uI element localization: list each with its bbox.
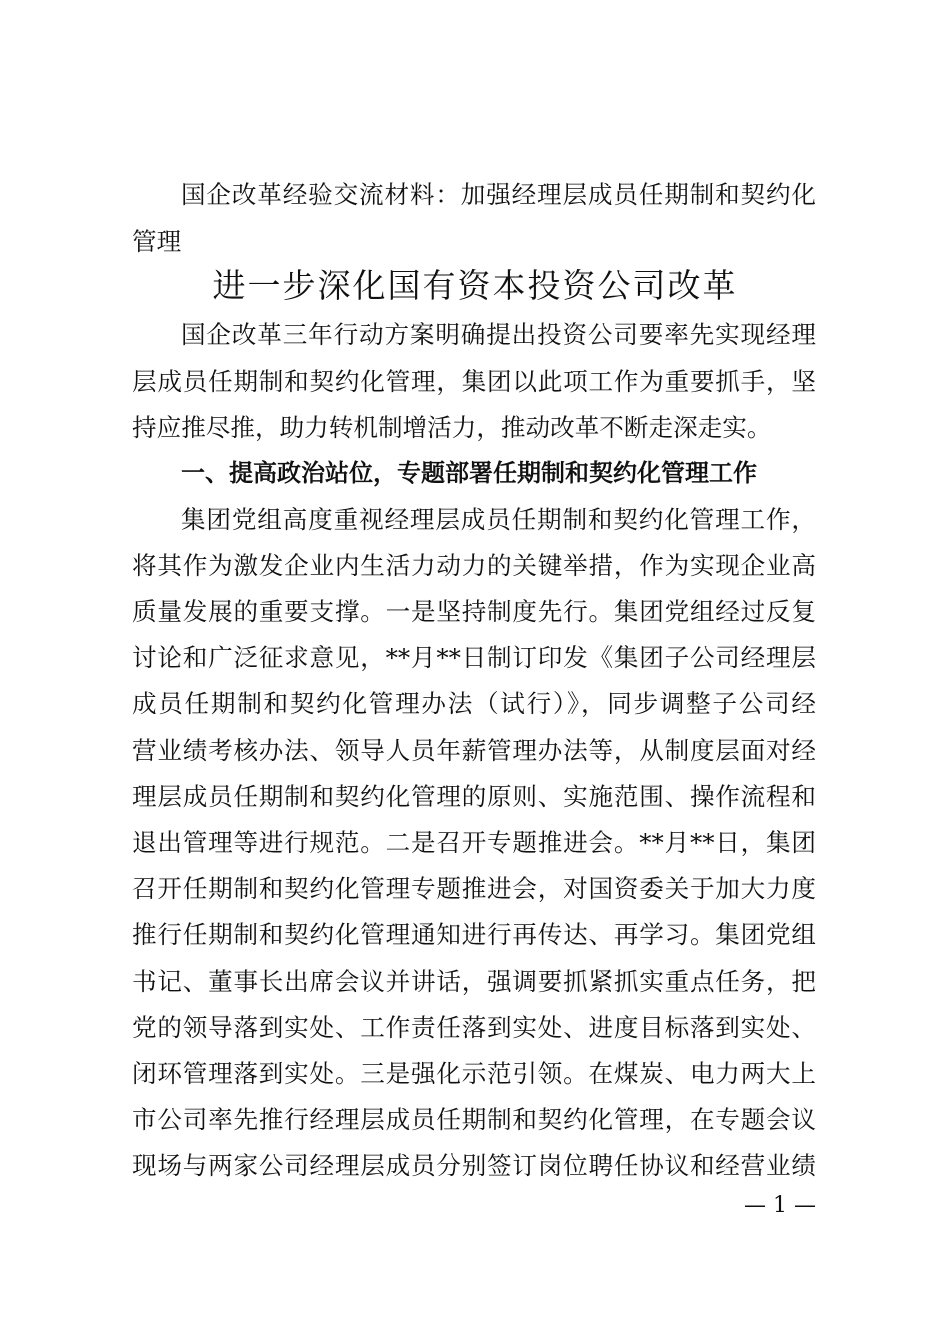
body-line: 党的领导落到实处、工作责任落到实处、进度目标落到实处、 [132,1013,816,1042]
body-line: 退出管理等进行规范。二是召开专题推进会。**月**日，集团 [132,828,816,857]
body-line: 理层成员任期制和契约化管理的原则、实施范围、操作流程和 [132,782,816,811]
document-title: 进一步深化国有资本投资公司改革 [212,266,738,305]
body-line: 召开任期制和契约化管理专题推进会，对国资委关于加大力度 [132,874,816,903]
body-line: 营业绩考核办法、领导人员年薪管理办法等，从制度层面对经 [132,736,816,765]
body-line: 集团党组高度重视经理层成员任期制和契约化管理工作， [181,505,816,534]
section-heading: 一、提高政治站位，专题部署任期制和契约化管理工作 [181,459,757,487]
body-line: 现场与两家公司经理层成员分别签订岗位聘任协议和经营业绩 [132,1151,816,1180]
body-line: 书记、董事长出席会议并讲话，强调要抓紧抓实重点任务，把 [132,967,816,996]
body-line: 成员任期制和契约化管理办法（试行）》，同步调整子公司经 [132,689,816,718]
body-line: 市公司率先推行经理层成员任期制和契约化管理，在专题会议 [132,1105,816,1134]
body-line: 讨论和广泛征求意见，**月**日制订印发《集团子公司经理层 [132,643,816,672]
intro-line: 国企改革三年行动方案明确提出投资公司要率先实现经理 [181,320,816,349]
page-number: — 1 — [744,1193,816,1218]
body-line: 推行任期制和契约化管理通知进行再传达、再学习。集团党组 [132,920,816,949]
body-line: 闭环管理落到实处。三是强化示范引领。在煤炭、电力两大上 [132,1059,816,1088]
document-header-line-2: 管理 [132,227,182,256]
intro-line: 持应推尽推，助力转机制增活力，推动改革不断走深走实。 [132,413,772,442]
document-header-line-1: 国企改革经验交流材料：加强经理层成员任期制和契约化 [181,180,816,209]
body-line: 质量发展的重要支撑。一是坚持制度先行。集团党组经过反复 [132,597,816,626]
body-line: 将其作为激发企业内生活力动力的关键举措，作为实现企业高 [132,551,816,580]
intro-line: 层成员任期制和契约化管理，集团以此项工作为重要抓手，坚 [132,367,816,396]
